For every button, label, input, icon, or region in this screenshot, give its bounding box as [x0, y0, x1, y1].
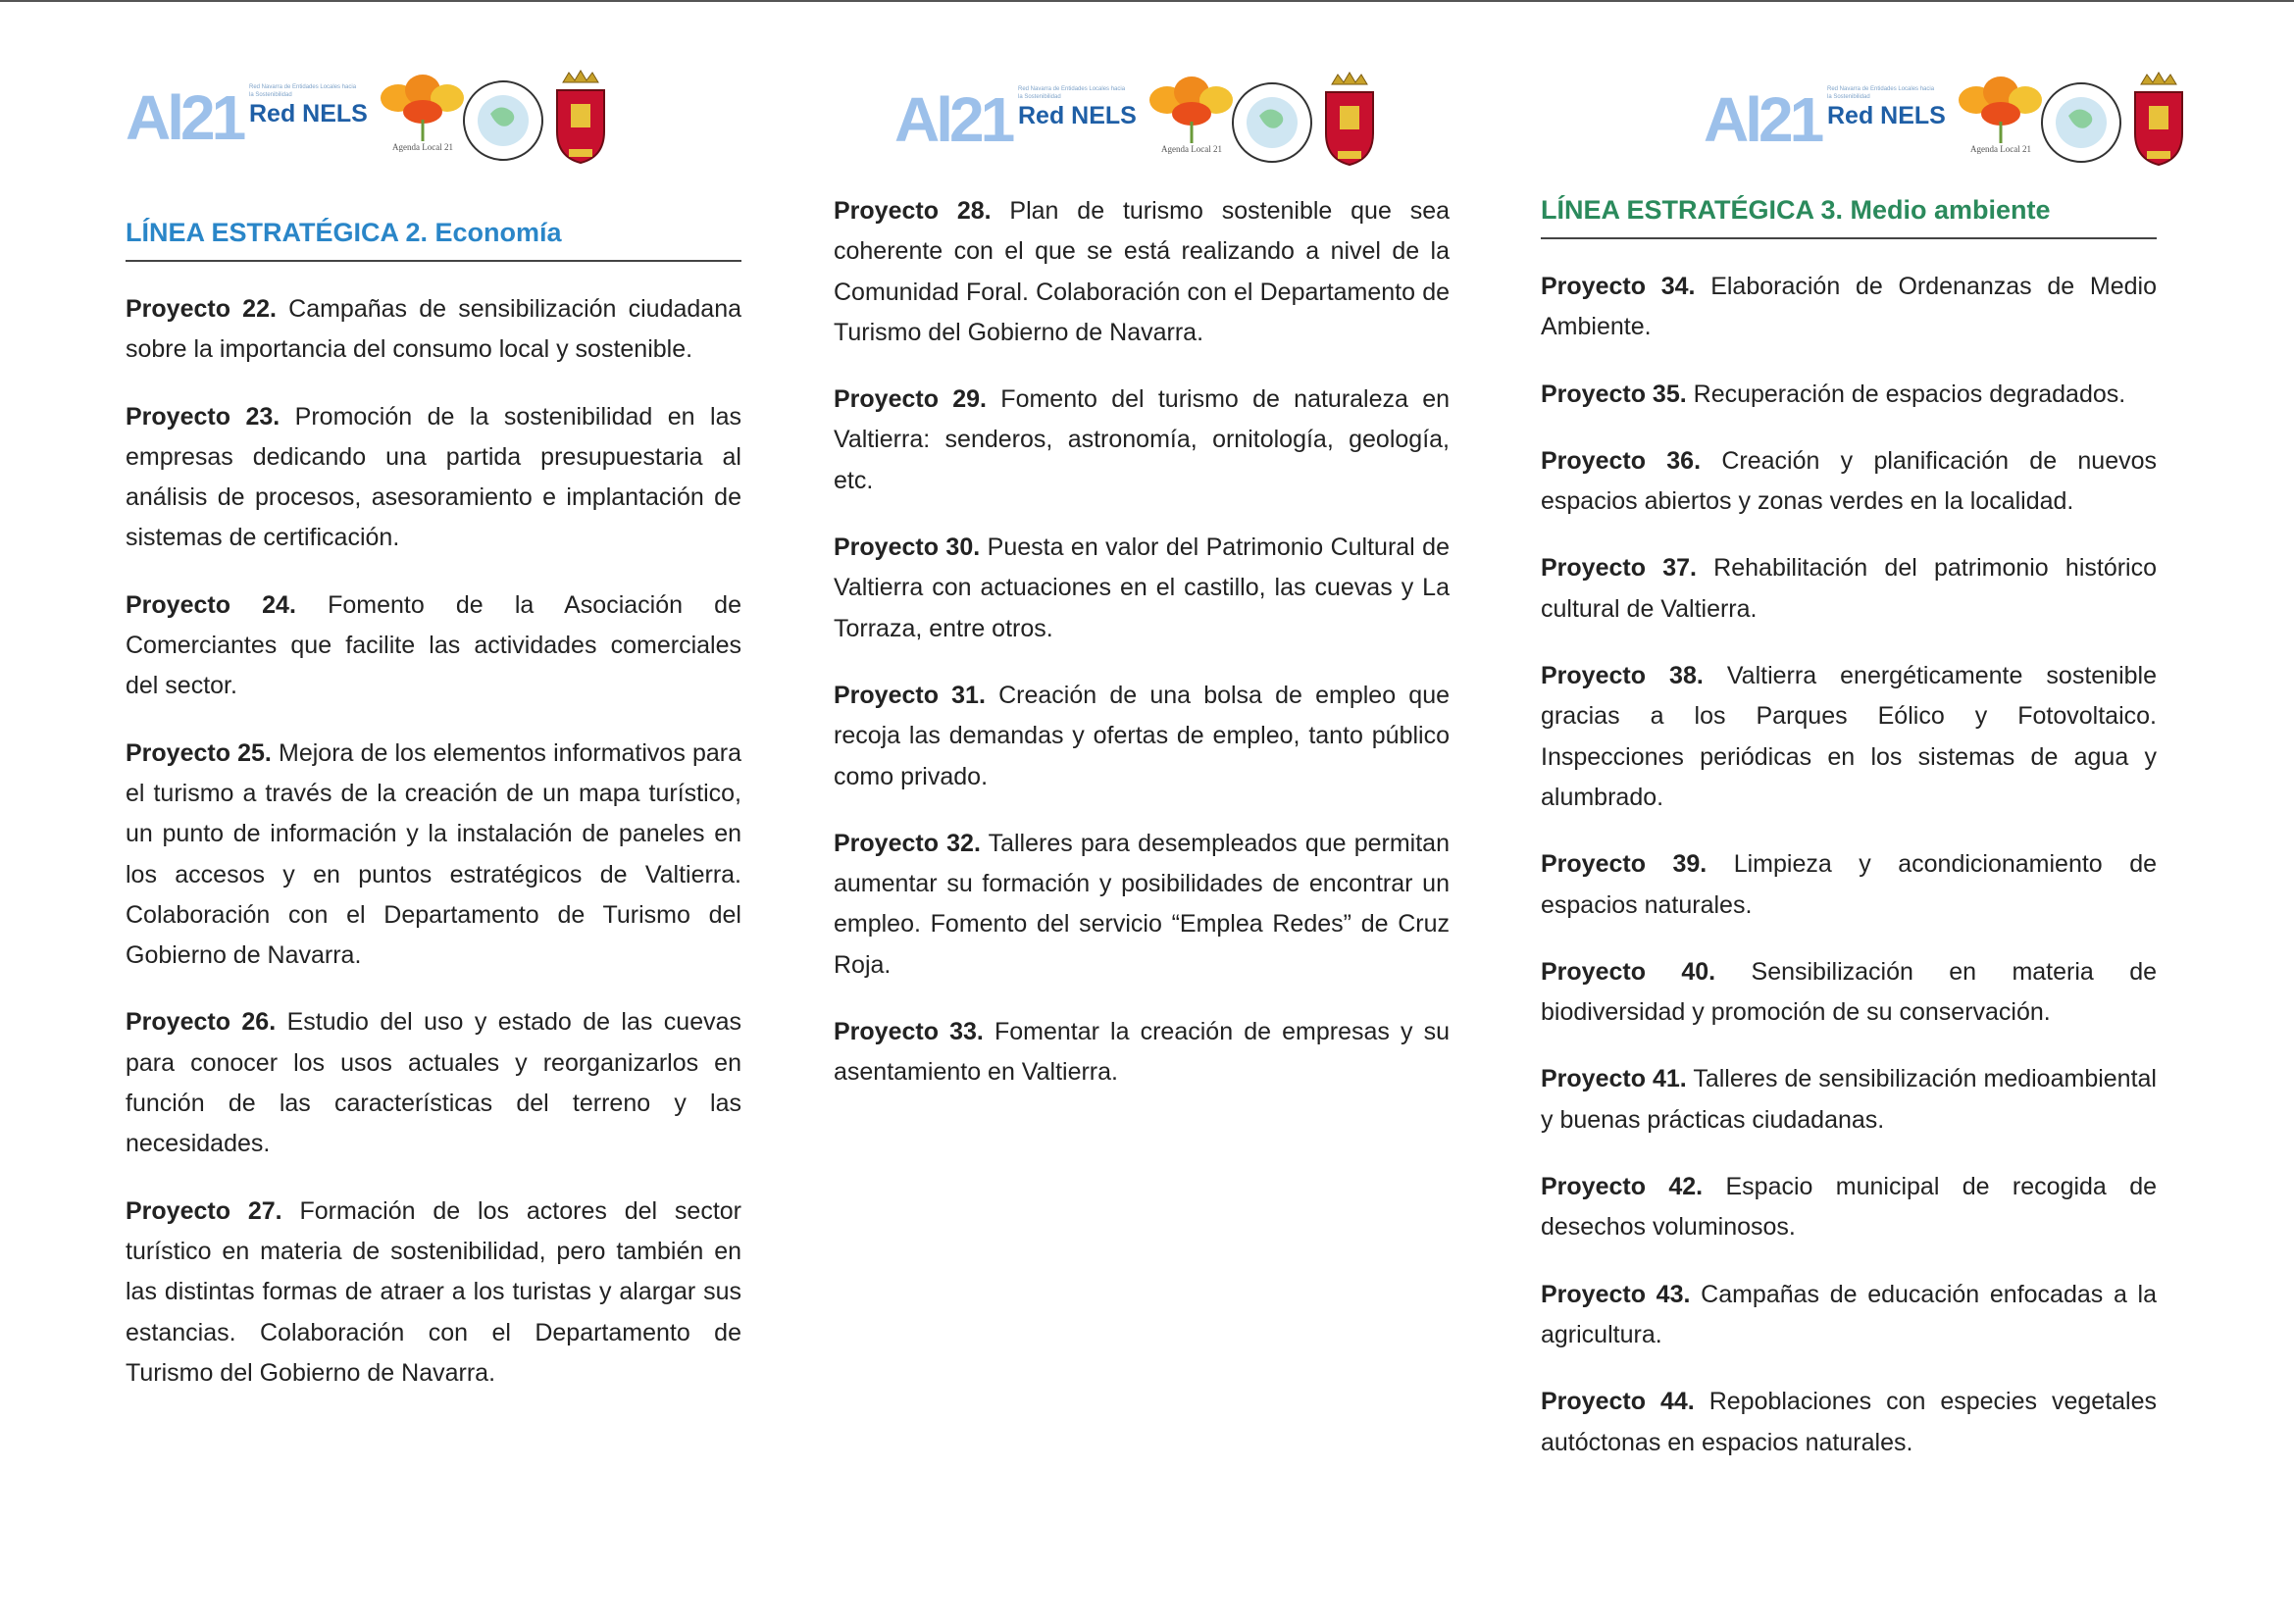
heading-linea-2: LÍNEA ESTRATÉGICA 2. Economía [126, 217, 741, 262]
project-38: Proyecto 38. Valtierra energéticamente sostenible gracias a los Parques Eólico y Fotovoltaico. Inspecciones periódicas en los sistemas de agua y alumbrado. [1541, 662, 2158, 811]
agenda-local-label: Agenda Local 21 [1970, 144, 2031, 154]
project-list [834, 191, 1450, 1120]
project-40: Proyecto 40. Sensibilización en materia de biodiversidad y promoción de su conservación. [1541, 957, 2158, 1027]
ai21-logo: Al21 [1704, 84, 1821, 155]
globe-logo [1230, 78, 1314, 167]
project-23: Proyecto 23. Promoción de la sostenibilidad en las empresas dedicando una partida presupuestaria al análisis de procesos, asesoramiento e implantación de sistemas de certificación. [126, 402, 741, 552]
logo-strip [894, 71, 1385, 178]
project-32: Proyecto 32. Talleres para desempleados que permitan aumentar su formación y posibilidades de encontrar un empleo. Fomento del servicio “Emplea Redes” de Cruz Roja. [834, 829, 1450, 979]
valtierra-crest [2127, 71, 2190, 169]
project-25: Proyecto 25. Mejora de los elementos informativos para el turismo a través de la creación de un mapa turístico, un punto de información y la instalación de paneles en los accesos y en puntos estratégicos de Valtierra. Colaboración con el Departamento de Turismo del Gobierno de Navarra. [126, 738, 741, 970]
heading-linea-3: LÍNEA ESTRATÉGICA 3. Medio ambiente [1541, 194, 2157, 239]
ai21-subtitle: Red Navarra de Entidades Locales hacia la Sostenibilidad [1827, 86, 1935, 100]
logo-strip [126, 69, 616, 177]
project-30: Proyecto 30. Puesta en valor del Patrimonio Cultural de Valtierra con actuaciones en el castillo, las cuevas y La Torraza, entre otros. [834, 533, 1450, 642]
project-list [1541, 267, 2157, 1490]
agenda-local-label: Agenda Local 21 [392, 142, 453, 152]
project-37: Proyecto 37. Rehabilitación del patrimonio histórico cultural de Valtierra. [1541, 554, 2158, 623]
red-nels-logo: Red NELS [1827, 102, 1946, 129]
project-27: Proyecto 27. Formación de los actores del sector turístico en materia de sostenibilidad, pero también en las distintas formas de atraer a los turistas y alargar sus estancias. Colaboración con el Departamento de Turismo del Gobierno de Navarra. [126, 1196, 741, 1387]
ai21-subtitle: Red Navarra de Entidades Locales hacia la Sostenibilidad [249, 84, 357, 98]
project-31: Proyecto 31. Creación de una bolsa de empleo que recoja las demandas y ofertas de empleo, tanto público como privado. [834, 681, 1451, 790]
scan-top-edge [0, 0, 2294, 2]
ai21-subtitle: Red Navarra de Entidades Locales hacia la Sostenibilidad [1018, 86, 1126, 100]
project-list [126, 289, 741, 1420]
valtierra-crest [549, 69, 612, 167]
project-34: Proyecto 34. Elaboración de Ordenanzas de Medio Ambiente. [1541, 273, 2158, 341]
project-28: Proyecto 28. Plan de turismo sostenible que sea coherente con el que se está realizando a nivel de la Comunidad Foral. Colaboración con el Departamento de Turismo del Gobierno de Navarra. [834, 197, 1450, 346]
red-nels-logo: Red NELS [249, 100, 368, 127]
agenda-flower-logo [1957, 71, 2045, 149]
project-36: Proyecto 36. Creación y planificación de nuevos espacios abiertos y zonas verdes en la localidad. [1541, 446, 2158, 516]
project-29: Proyecto 29. Fomento del turismo de naturaleza en Valtierra: senderos, astronomía, ornitología, geología, etc. [834, 385, 1450, 494]
red-nels-logo: Red NELS [1018, 102, 1137, 129]
project-39: Proyecto 39. Limpieza y acondicionamiento de espacios naturales. [1541, 850, 2157, 919]
project-41: Proyecto 41. Talleres de sensibilización medioambiental y buenas prácticas ciudadanas. [1541, 1065, 2157, 1134]
project-33: Proyecto 33. Fomentar la creación de empresas y su asentamiento en Valtierra. [834, 1018, 1450, 1087]
project-44: Proyecto 44. Repoblaciones con especies vegetales autóctonas en espacios naturales. [1541, 1388, 2158, 1456]
logo-strip [1704, 71, 2194, 178]
valtierra-crest [1318, 71, 1381, 169]
agenda-flower-logo [379, 69, 467, 147]
project-26: Proyecto 26. Estudio del uso y estado de las cuevas para conocer los usos actuales y reorganizarlos en función de las características del terreno y las necesidades. [126, 1008, 741, 1158]
project-22: Proyecto 22. Campañas de sensibilización ciudadana sobre la importancia del consumo local y sostenible. [126, 295, 741, 364]
agenda-flower-logo [1147, 71, 1236, 149]
ai21-logo: Al21 [894, 84, 1012, 155]
globe-logo [461, 76, 545, 165]
project-42: Proyecto 42. Espacio municipal de recogida de desechos voluminosos. [1541, 1173, 2158, 1242]
ai21-logo: Al21 [126, 82, 243, 153]
globe-logo [2039, 78, 2123, 167]
project-43: Proyecto 43. Campañas de educación enfocadas a la agricultura. [1541, 1280, 2157, 1348]
agenda-local-label: Agenda Local 21 [1161, 144, 1222, 154]
project-24: Proyecto 24. Fomento de la Asociación de Comerciantes que facilite las actividades comerciales del sector. [126, 590, 741, 700]
project-35: Proyecto 35. Recuperación de espacios degradados. [1541, 380, 2126, 408]
